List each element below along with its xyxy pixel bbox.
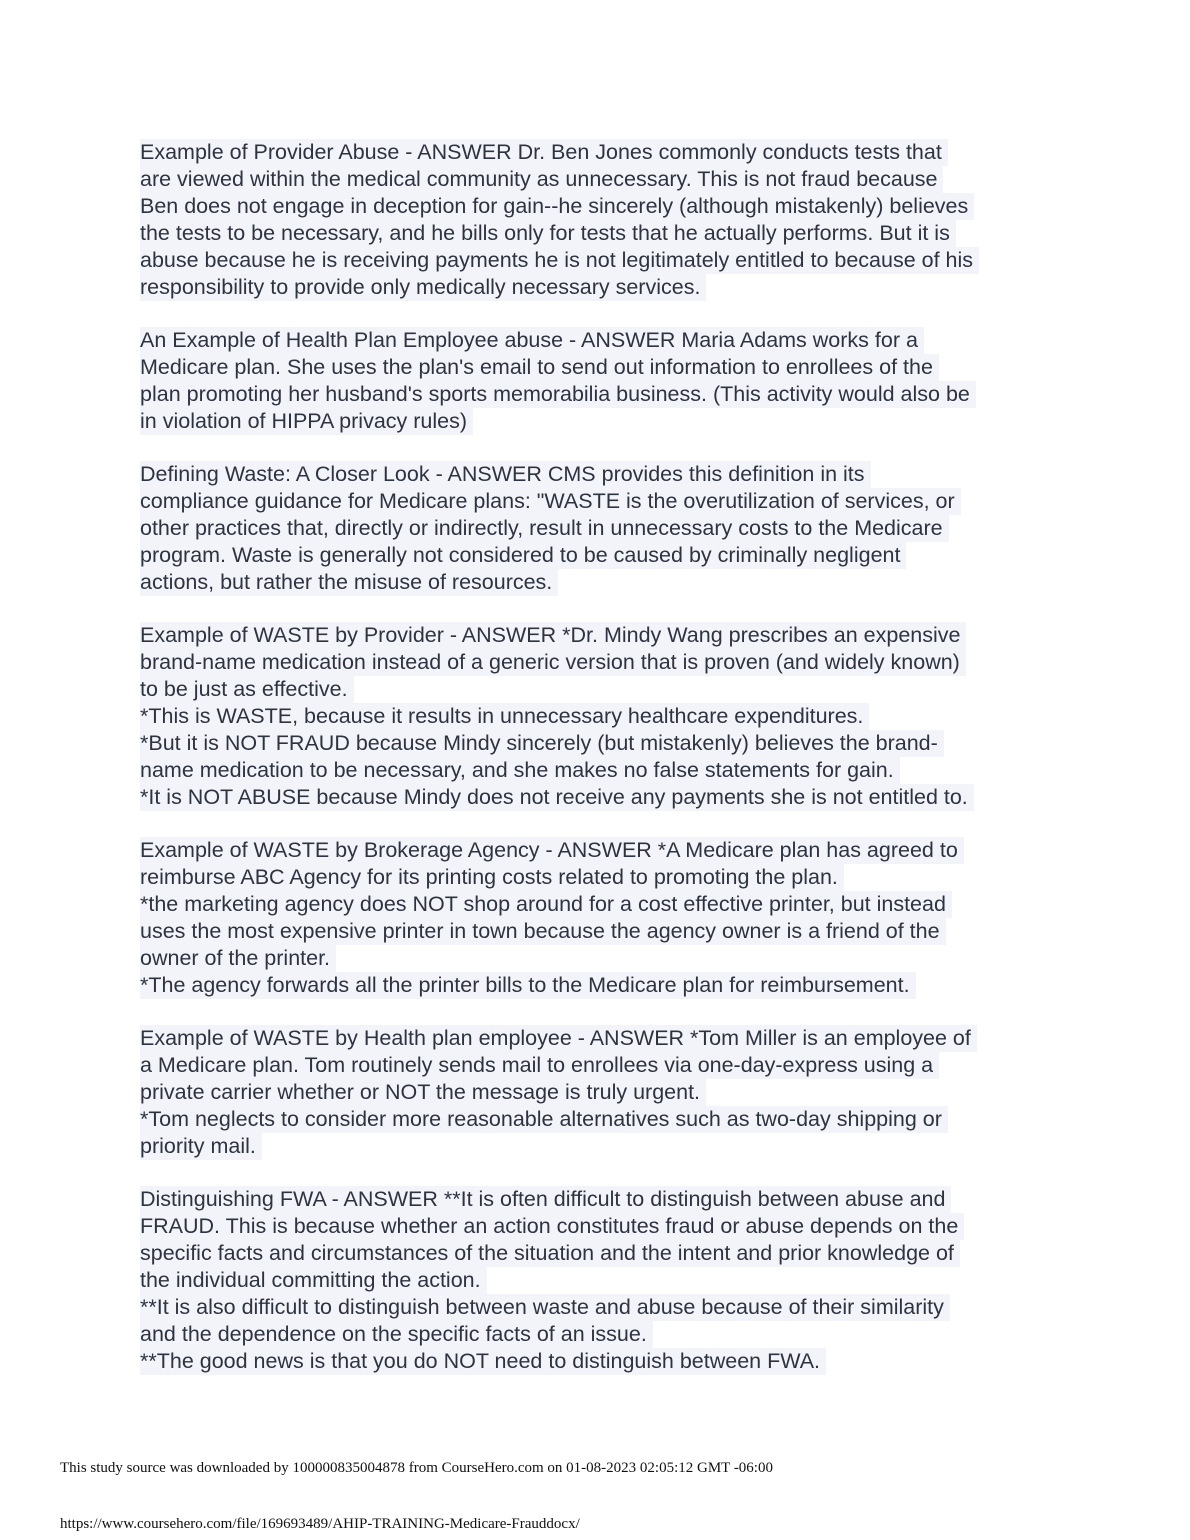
paragraph-defining-waste <box>140 461 1050 596</box>
paragraph-waste-by-provider <box>140 622 1050 811</box>
paragraph-distinguishing-fwa <box>140 1186 1050 1375</box>
text-line: program. Waste is generally not considered to be caused by criminally negligent <box>140 542 906 569</box>
text-line: Example of Provider Abuse - ANSWER Dr. Ben Jones commonly conducts tests that <box>140 139 948 166</box>
text-line: in violation of HIPPA privacy rules) <box>140 408 473 435</box>
text-line: specific facts and circumstances of the situation and the intent and prior knowledge of <box>140 1240 960 1267</box>
paragraph-health-plan-employee-abuse <box>140 327 1050 435</box>
text-line: **The good news is that you do NOT need to distinguish between FWA. <box>140 1348 826 1375</box>
text-line: FRAUD. This is because whether an action constitutes fraud or abuse depends on the <box>140 1213 964 1240</box>
source-url: https://www.coursehero.com/file/169693489/AHIP-TRAINING-Medicare-Frauddocx/ <box>60 1516 580 1532</box>
text-line: and the dependence on the specific facts of an issue. <box>140 1321 653 1348</box>
text-line: Example of WASTE by Provider - ANSWER *Dr. Mindy Wang prescribes an expensive <box>140 622 966 649</box>
text-line: Medicare plan. She uses the plan's email to send out information to enrollees of the <box>140 354 939 381</box>
text-line: a Medicare plan. Tom routinely sends mail to enrollees via one-day-express using a <box>140 1052 939 1079</box>
text-line: plan promoting her husband's sports memorabilia business. (This activity would also be <box>140 381 976 408</box>
text-line: abuse because he is receiving payments he is not legitimately entitled to because of his <box>140 247 979 274</box>
text-line: responsibility to provide only medically necessary services. <box>140 274 706 301</box>
text-line: brand-name medication instead of a generic version that is proven (and widely known) <box>140 649 966 676</box>
text-line: An Example of Health Plan Employee abuse - ANSWER Maria Adams works for a <box>140 327 924 354</box>
text-line: to be just as effective. <box>140 676 354 703</box>
text-line: the individual committing the action. <box>140 1267 487 1294</box>
paragraph-waste-by-brokerage <box>140 837 1050 999</box>
text-line: **It is also difficult to distinguish between waste and abuse because of their similarity <box>140 1294 950 1321</box>
text-line: Example of WASTE by Health plan employee - ANSWER *Tom Miller is an employee of <box>140 1025 977 1052</box>
text-line: are viewed within the medical community as unnecessary. This is not fraud because <box>140 166 943 193</box>
download-notice: This study source was downloaded by 100000835004878 from CourseHero.com on 01-08-2023 02:05:12 GMT -06:00 <box>60 1460 773 1476</box>
text-line: *It is NOT ABUSE because Mindy does not receive any payments she is not entitled to. <box>140 784 974 811</box>
text-line: *This is WASTE, because it results in unnecessary healthcare expenditures. <box>140 703 869 730</box>
text-line: uses the most expensive printer in town because the agency owner is a friend of the <box>140 918 946 945</box>
text-line: *The agency forwards all the printer bills to the Medicare plan for reimbursement. <box>140 972 916 999</box>
text-line: *the marketing agency does NOT shop around for a cost effective printer, but instead <box>140 891 952 918</box>
text-line: the tests to be necessary, and he bills only for tests that he actually performs. But it is <box>140 220 956 247</box>
text-line: other practices that, directly or indirectly, result in unnecessary costs to the Medicare <box>140 515 949 542</box>
text-line: Distinguishing FWA - ANSWER **It is often difficult to distinguish between abuse and <box>140 1186 951 1213</box>
text-line: reimburse ABC Agency for its printing costs related to promoting the plan. <box>140 864 844 891</box>
document-body <box>140 139 1050 1401</box>
text-line: actions, but rather the misuse of resources. <box>140 569 558 596</box>
text-line: *But it is NOT FRAUD because Mindy sincerely (but mistakenly) believes the brand- <box>140 730 944 757</box>
text-line: priority mail. <box>140 1133 262 1160</box>
text-line: owner of the printer. <box>140 945 336 972</box>
text-line: name medication to be necessary, and she makes no false statements for gain. <box>140 757 900 784</box>
text-line: Example of WASTE by Brokerage Agency - ANSWER *A Medicare plan has agreed to <box>140 837 964 864</box>
text-line: Defining Waste: A Closer Look - ANSWER CMS provides this definition in its <box>140 461 871 488</box>
text-line: private carrier whether or NOT the message is truly urgent. <box>140 1079 706 1106</box>
text-line: compliance guidance for Medicare plans: "WASTE is the overutilization of services, or <box>140 488 961 515</box>
text-line: Ben does not engage in deception for gain--he sincerely (although mistakenly) believes <box>140 193 974 220</box>
text-line: *Tom neglects to consider more reasonable alternatives such as two-day shipping or <box>140 1106 948 1133</box>
paragraph-waste-by-employee <box>140 1025 1050 1160</box>
paragraph-provider-abuse <box>140 139 1050 301</box>
